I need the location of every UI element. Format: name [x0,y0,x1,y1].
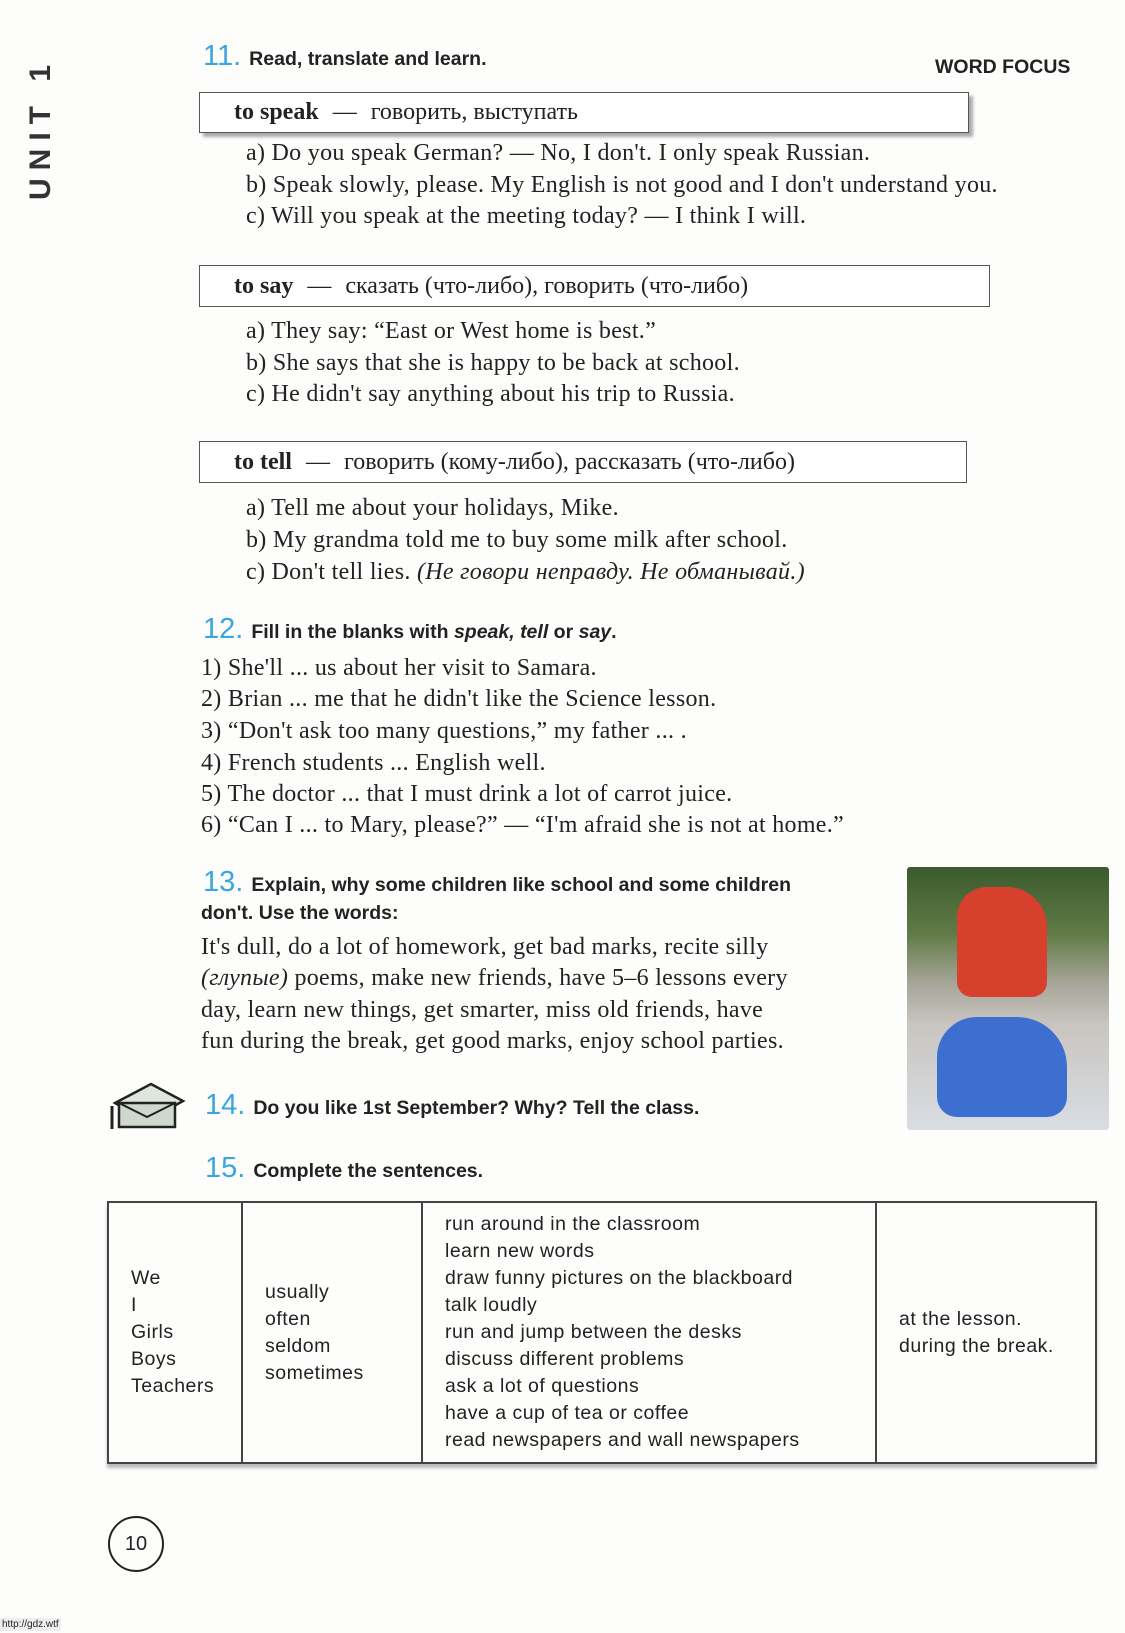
example: a) Do you speak German? — No, I don't. I only speak Russian. [246,140,871,166]
dash: — [332,99,357,125]
subjects-column [108,1202,242,1463]
subject: I [131,1294,137,1316]
example: a) They say: “East or West home is best.” [246,318,657,344]
vocab-translation: говорить (кому-либо), рассказать (что-либо) [343,448,795,475]
ex12-or: or [548,621,579,643]
word-line [201,965,788,992]
example-text: c) Don't tell lies. [246,559,417,585]
vocab-word: to speak [234,99,319,125]
time-phrase: at the lesson. [899,1307,1022,1330]
ex15-number: 15. [205,1152,246,1184]
adverbs-column [242,1202,422,1463]
ex15-heading [205,1152,483,1185]
ex13-instruction: Explain, why some children like school and some children [251,874,791,896]
subject: We [131,1267,161,1289]
substitution-table [107,1201,1097,1464]
ex13-instruction-2: don't. Use the words: [201,902,399,924]
source-url[interactable]: http://gdz.wtf [2,1619,59,1630]
actions-column [422,1202,876,1463]
ex14-instruction: Do you like 1st September? Why? Tell the class. [253,1097,700,1119]
unit-label: UNIT 1 [24,56,57,200]
ex12-heading [203,613,617,646]
ex12-period: . [611,621,617,643]
ex12-number: 12. [203,613,244,645]
subject: Teachers [131,1375,215,1397]
backpacks-photo [907,867,1109,1130]
ex11-number: 11. [203,40,242,72]
action: ask a lot of questions [445,1375,640,1397]
section-label: WORD FOCUS [935,56,1071,78]
adverb: usually [265,1280,330,1303]
example: c) He didn't say anything about his trip to Russia. [246,381,735,407]
ex15-instruction: Complete the sentences. [253,1160,484,1182]
homework-icon [107,1081,187,1131]
list-item: 6) “Can I ... to Mary, please?” — “I'm afraid she is not at home.” [201,812,845,838]
example: b) She says that she is happy to be back at school. [246,350,740,376]
list-item: 2) Brian ... me that he didn't like the Science lesson. [201,686,717,712]
example: b) My grandma told me to buy some milk after school. [246,527,788,553]
dash: — [305,448,330,475]
time-phrase: during the break. [899,1334,1054,1357]
subject: Boys [131,1348,177,1370]
action: read newspapers and wall newspapers [445,1429,800,1451]
blue-backpack [937,1017,1067,1117]
dash: — [307,272,332,299]
word-line: fun during the break, get good marks, enjoy school parties. [201,1028,784,1054]
list-item: 5) The doctor ... that I must drink a lot of carrot juice. [201,781,733,807]
ex13-number: 13. [203,866,244,898]
translation-note: (Не говори неправду. Не обманывай.) [416,559,805,585]
ex12-instruction: Fill in the blanks with [251,621,454,643]
vocab-word: to tell [234,448,292,475]
vocab-box-speak [199,92,969,133]
example [246,559,805,586]
ex14-number: 14. [205,1089,246,1121]
example: c) Will you speak at the meeting today? — I think I will. [246,203,807,229]
vocab-box-tell [199,441,967,483]
adverb: seldom [265,1334,331,1357]
list-item: 4) French students ... English well. [201,750,546,776]
adverb: sometimes [265,1361,364,1384]
page-number: 10 [108,1516,164,1572]
list-item: 1) She'll ... us about her visit to Samara. [201,655,597,681]
action: discuss different problems [445,1348,685,1370]
word-line-text: poems, make new friends, have 5–6 lessons every [294,965,788,991]
action: have a cup of tea or coffee [445,1402,690,1424]
adverb: often [265,1307,311,1330]
red-backpack [957,887,1047,997]
action: run and jump between the desks [445,1321,742,1343]
vocab-word: to say [234,272,294,299]
ex14-heading [205,1089,699,1122]
ex12-word-say: say [578,621,612,643]
ex13-heading [203,866,791,899]
vocab-translation: сказать (что-либо), говорить (что-либо) [345,272,749,299]
action: draw funny pictures on the blackboard [445,1267,794,1289]
ex11-heading [203,40,487,73]
subject: Girls [131,1321,174,1343]
italic-gloss: (глупые) [201,965,289,991]
times-column [876,1202,1096,1463]
ex11-instruction: Read, translate and learn. [249,48,487,70]
list-item: 3) “Don't ask too many questions,” my father ... . [201,718,687,744]
word-line: It's dull, do a lot of homework, get bad marks, recite silly [201,934,769,960]
example: a) Tell me about your holidays, Mike. [246,495,619,521]
word-line: day, learn new things, get smarter, miss old friends, have [201,997,764,1023]
action: talk loudly [445,1294,538,1316]
action: run around in the classroom [445,1213,701,1235]
vocab-box-say [199,265,990,307]
action: learn new words [445,1240,595,1262]
example: b) Speak slowly, please. My English is not good and I don't understand you. [246,172,998,198]
vocab-translation: говорить, выступать [370,99,578,125]
ex12-words: speak, tell [453,621,549,643]
